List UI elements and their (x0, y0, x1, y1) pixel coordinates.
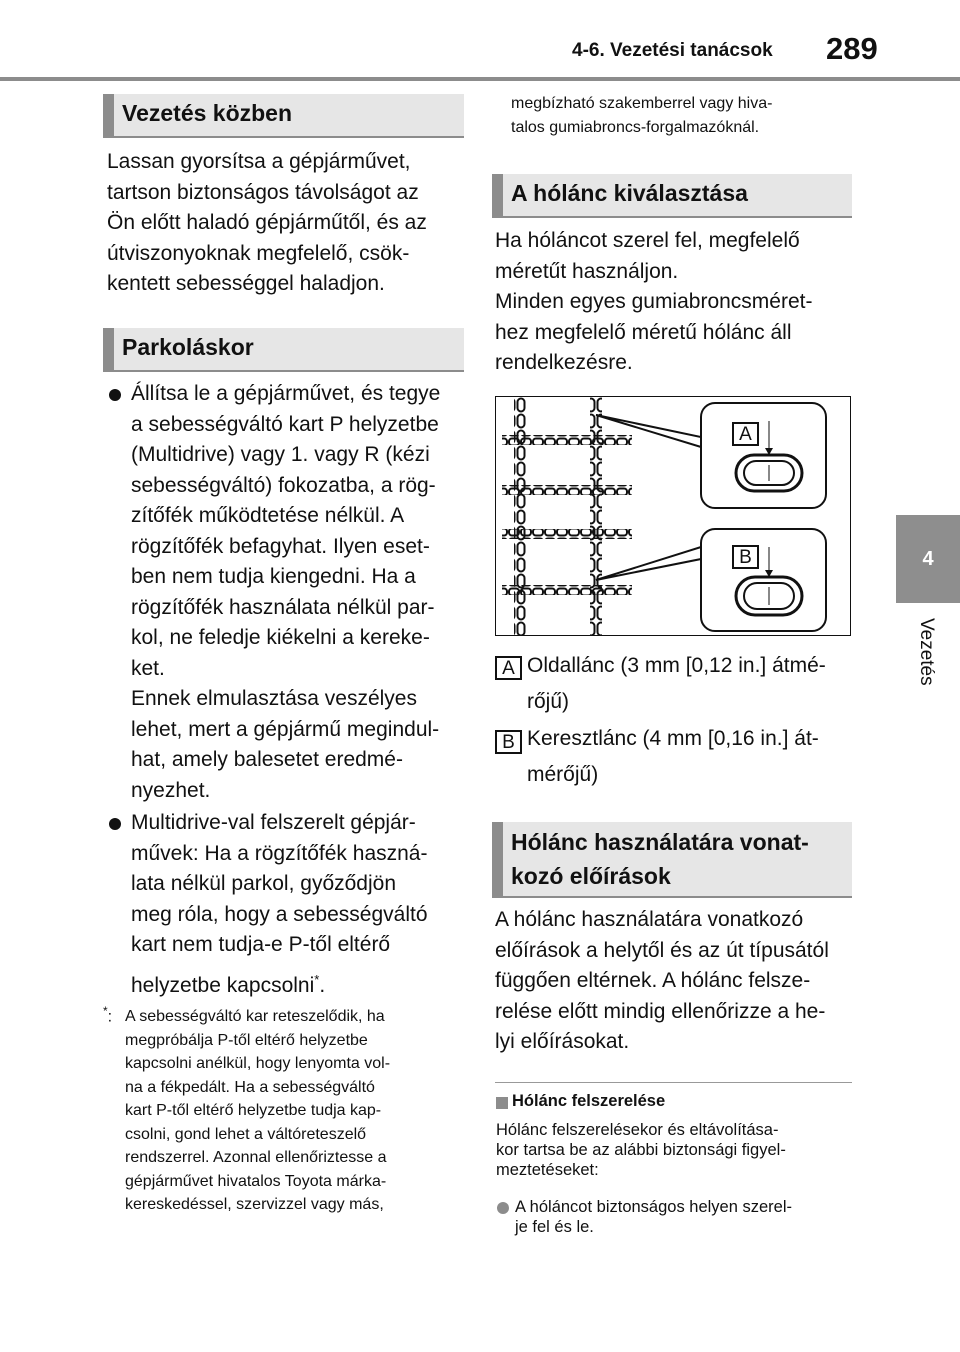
driving-paragraph (107, 147, 467, 300)
text-line: útviszonyoknak megfelelő, csök- (107, 241, 410, 265)
parking-bullet-2 (131, 808, 471, 1001)
text-line: a sebességváltó kart P helyzetbe (131, 412, 439, 436)
text-line: lehet, mert a gépjármű megindul- (131, 717, 440, 741)
section-heading-choosing: A hólánc kiválasztása (492, 174, 852, 218)
text-line: Keresztlánc (4 mm [0,16 in.] át- (527, 727, 819, 750)
section-heading-regulations (492, 822, 852, 898)
text-line: kol, ne feledje kiékelni a kereke- (131, 626, 430, 649)
legend-b (527, 724, 857, 790)
text-line: kart nem tudja-e P-től eltérő (131, 933, 391, 956)
square-bullet-icon (496, 1097, 508, 1109)
footnote-star: * (103, 1004, 108, 1018)
text-line: A sebességváltó kar reteszelődik, ha (125, 1008, 385, 1025)
legend-a (527, 651, 857, 717)
regulations-paragraph (495, 905, 855, 1058)
text-line: kart P-től eltérő helyzetbe tudja kap- (125, 1102, 382, 1119)
cross-chain (502, 585, 632, 595)
text-line: gépjárművet hivatalos Toyota márka- (125, 1172, 387, 1190)
page-number: 289 (826, 31, 878, 66)
cross-chain (502, 435, 632, 445)
text-line: nyezhet. (131, 778, 211, 802)
install-bullet (515, 1197, 860, 1237)
bullet-dot-icon (109, 389, 121, 401)
parking-bullet-1 (131, 379, 471, 806)
chapter-tab[interactable]: 4 (896, 515, 960, 603)
text-line: ben nem tudja kiengedni. Ha a (131, 565, 416, 588)
text-line: megpróbálja P-től eltérő helyzetbe (125, 1031, 368, 1049)
text-line: meg róla, hogy a sebességváltó (131, 902, 428, 926)
text-fragment: helyzetbe kapcsolni (131, 973, 315, 997)
text-line: kentett sebességgel haladjon. (107, 272, 385, 295)
side-chain-right (590, 397, 602, 636)
text-line: lyi előírásokat. (495, 1030, 630, 1053)
bullet-dot-icon (109, 818, 121, 830)
text-line: Lassan gyorsítsa a gépjárművet, (107, 150, 411, 173)
snow-chain-figure (495, 396, 851, 636)
section-heading-driving: Vezetés közben (103, 94, 464, 138)
heading-line: kozó előírások (511, 863, 671, 889)
text-line: relése előtt mindig ellenőrizze a he- (495, 999, 826, 1023)
text-line: rendszerrel. Azonnal ellenőriztesse a (125, 1149, 387, 1166)
text-line: Hólánc felszerelésekor és eltávolítása- (496, 1121, 779, 1139)
bullet-dot-icon (497, 1202, 509, 1214)
text-line: ket. (131, 656, 165, 680)
chapter-label: Vezetés (916, 618, 937, 686)
snow-chain-illustration (496, 397, 851, 636)
text-line: zítőfék működtetése nélkül. A (131, 504, 405, 527)
install-paragraph (496, 1120, 856, 1180)
text-line: rendelkezésre. (495, 351, 633, 374)
footnote-colon: : (107, 1008, 113, 1026)
text-line: lata nélkül parkol, győződjön (131, 872, 397, 895)
subsection-divider (495, 1082, 852, 1083)
text-line: (Multidrive) vagy 1. vagy R (kézi (131, 443, 430, 466)
figure-label-a: A (732, 422, 759, 446)
text-line: talos gumiabroncs-forgalmazóknál. (511, 118, 760, 136)
figure-label-b: B (732, 545, 759, 569)
cross-chain (502, 529, 632, 539)
text-line: Multidrive-val felszerelt gépjár- (131, 811, 416, 834)
text-line: méretűt használjon. (495, 259, 679, 283)
footnote-ref: * (314, 971, 320, 987)
text-line: Ön előtt haladó gépjárműtől, és az (107, 211, 427, 234)
text-line: A hóláncot biztonságos helyen szerel- (515, 1198, 793, 1216)
side-chain-left (514, 397, 526, 636)
text-line: Állítsa le a gépjárművet, és tegye (131, 382, 441, 405)
text-line: sebességváltó) fokozatba, a rög- (131, 473, 436, 497)
text-line: hez megfelelő méretű hólánc áll (495, 320, 792, 344)
text-line: A hólánc használatára vonatkozó (495, 908, 804, 931)
text-line: rőjű) (527, 689, 570, 713)
text-line: csolni, gond lehet a váltóreteszelő (125, 1125, 367, 1143)
continuation-text (511, 92, 856, 139)
text-line: kereskedéssel, szervizzel vagy más, (125, 1196, 384, 1213)
install-title: Hólánc felszerelése (512, 1092, 666, 1110)
text-line: na a fékpedált. Ha a sebességváltó (125, 1078, 375, 1096)
text-line: mérőjű) (527, 762, 599, 786)
text-line: művek: Ha a rögzítőfék haszná- (131, 841, 428, 865)
text-line: függően eltérnek. A hólánc felsze- (495, 969, 811, 992)
text-line: kapcsolni anélkül, hogy lenyomta vol- (125, 1055, 391, 1072)
text-line: Ennek elmulasztása veszélyes (131, 687, 417, 710)
cross-chain (502, 485, 632, 495)
legend-key-a: A (495, 656, 522, 680)
text-line: rögzítőfék befagyhat. Ilyen eset- (131, 534, 430, 558)
text-line: előírások a helytől és az út típusától (495, 938, 829, 962)
text-line: tartson biztonságos távolságot az (107, 180, 419, 204)
text-fragment: . (319, 973, 326, 997)
text-line: Oldallánc (3 mm [0,12 in.] átmé- (527, 654, 826, 677)
text-line: kor tartsa be az alábbi biztonsági figyel- (496, 1141, 786, 1159)
text-line: megbízható szakemberrel vagy hiva- (511, 95, 773, 112)
heading-line: Hólánc használatára vonat- (511, 829, 809, 855)
text-line: meztetéseket: (496, 1161, 599, 1179)
text-line: Ha hóláncot szerel fel, megfelelő (495, 229, 800, 252)
legend-key-b: B (495, 730, 522, 754)
text-line: je fel és le. (515, 1218, 594, 1236)
text-line: rögzítőfék használata nélkül par- (131, 595, 435, 619)
choosing-paragraph (495, 226, 855, 379)
text-line (131, 965, 471, 1002)
text-line: hat, amely balesetet eredmé- (131, 748, 403, 771)
section-heading-parking: Parkoláskor (103, 328, 464, 372)
header-rule (0, 77, 960, 81)
running-head: 4-6. Vezetési tanácsok (572, 40, 773, 61)
text-line: Minden egyes gumiabroncsméret- (495, 290, 813, 313)
footnote-text (125, 1005, 470, 1217)
footnote-marker (103, 1000, 112, 1029)
